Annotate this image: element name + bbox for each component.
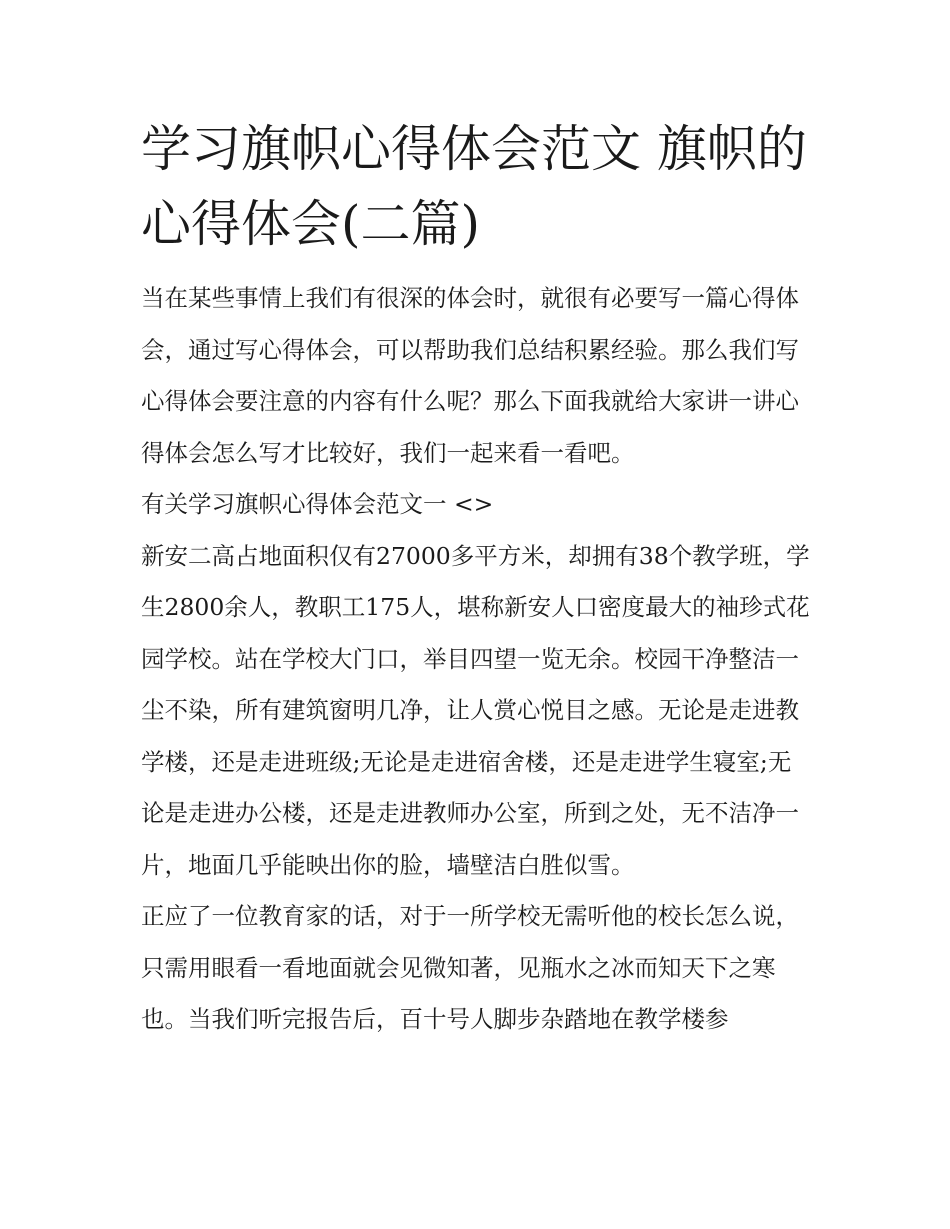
body-paragraph-2: 正应了一位教育家的话，对于一所学校无需听他的校长怎么说，只需用眼看一看地面就会见微知著，见瓶水之冰而知天下之寒也。当我们听完报告后，百十号人脚步杂踏地在教学楼参 — [141, 902, 799, 1033]
intro-paragraph: 当在某些事情上我们有很深的体会时，就很有必要写一篇心得体会，通过写心得体会，可以帮助我们总结积累经验。那么我们写心得体会要注意的内容有什么呢？那么下面我就给大家讲一讲心得体会怎么写才比较好，我们一起来看一看吧。 — [141, 284, 799, 467]
body-paragraph-1: 新安二高占地面积仅有27000多平方米，却拥有38个教学班，学生2800余人，教职工175人，堪称新安人口密度最大的袖珍式花园学校。站在学校大门口，举目四望一览无余。校园干净整洁一尘不染，所有建筑窗明几净，让人赏心悦目之感。无论是走进教学楼，还是走进班级;无论是走进宿舍楼，还是走进学生寝室;无论是走进办公楼，还是走进教师办公室，所到之处，无不洁净一片，地面几乎能映出你的脸，墙壁洁白胜似雪。 — [141, 541, 810, 879]
section-heading: 有关学习旗帜心得体会范文一 <> — [141, 490, 494, 518]
document-title: 学习旗帜心得体会范文 旗帜的心得体会(二篇) — [141, 120, 807, 253]
document-body — [141, 112, 813, 1046]
